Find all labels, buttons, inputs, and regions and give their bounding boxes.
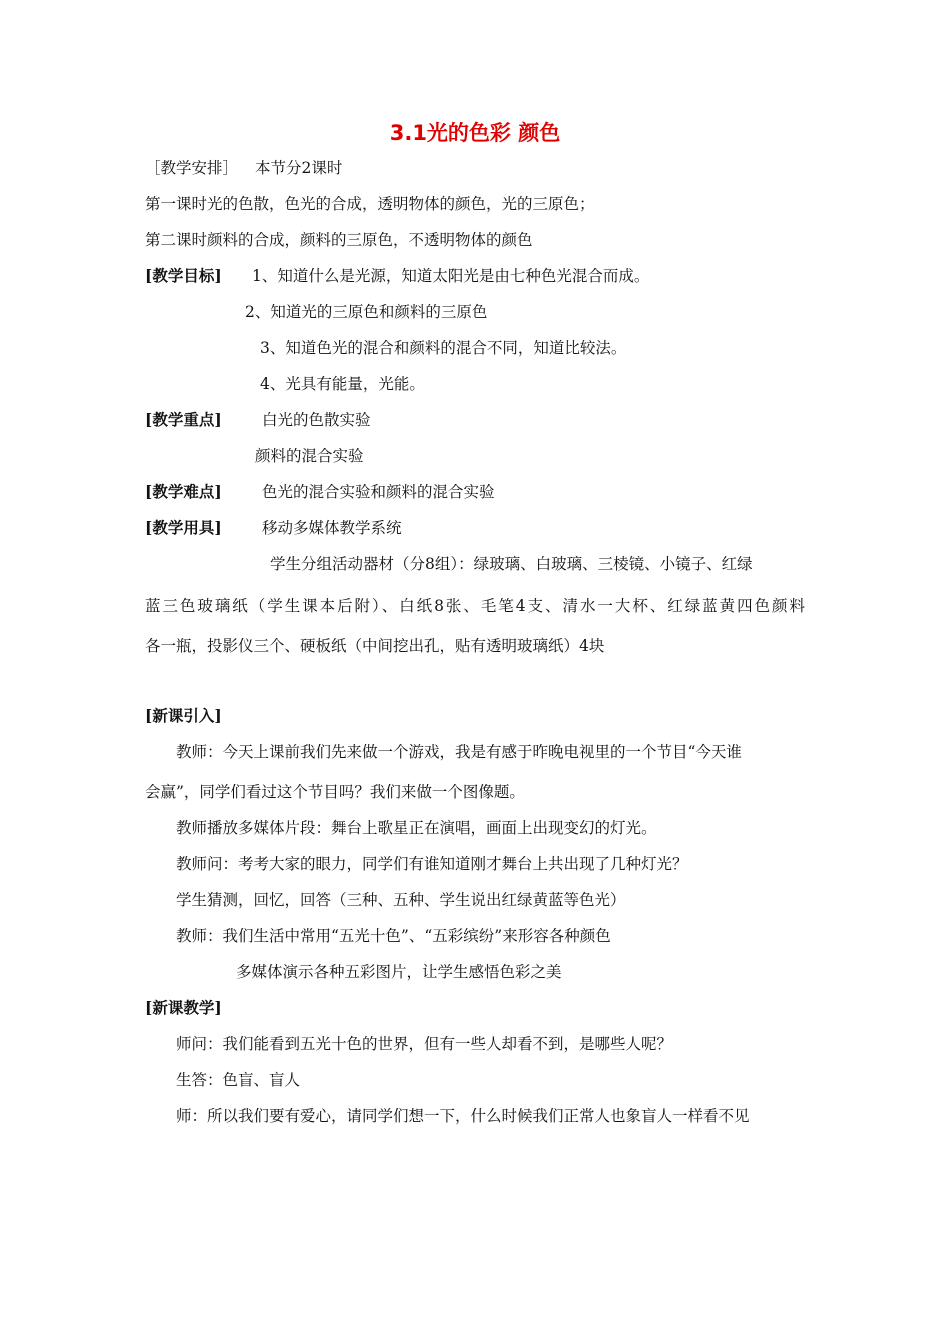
objectives-label: [教学目标] (145, 266, 222, 285)
intro-line: 多媒体演示各种五彩图片，让学生感悟色彩之美 (236, 963, 562, 981)
tools-detail-line: 蓝三色玻璃纸（学生课本后附）、白纸8张、毛笔4支、清水一大杯、红绿蓝黄四色颜料 (145, 597, 805, 615)
tools-detail-line: 各一瓶，投影仪三个、硬板纸（中间挖出孔，贴有透明玻璃纸）4块 (145, 637, 605, 655)
lesson-1-line: 第一课时光的色散，色光的合成，透明物体的颜色，光的三原色； (145, 195, 595, 213)
objective-item: 2、知道光的三原色和颜料的三原色 (245, 303, 488, 321)
teaching-line: 师问：我们能看到五光十色的世界，但有一些人却看不到，是哪些人呢？ (176, 1035, 673, 1053)
teaching-line: 师：所以我们要有爱心，请同学们想一下，什么时候我们正常人也象盲人一样看不见 (176, 1107, 750, 1125)
objective-item: 1、知道什么是光源，知道太阳光是由七种色光混合而成。 (252, 267, 650, 285)
intro-line: 教师：我们生活中常用“五光十色”、“五彩缤纷”来形容各种颜色 (176, 927, 611, 945)
document-title: 3.1光的色彩 颜色 (389, 121, 561, 145)
intro-line: 教师问：考考大家的眼力，同学们有谁知道刚才舞台上共出现了几种灯光？ (176, 855, 688, 873)
key-point-item: 白光的色散实验 (262, 411, 371, 429)
intro-line: 教师：今天上课前我们先来做一个游戏，我是有感于昨晚电视里的一个节目“今天谁 (176, 743, 742, 761)
intro-line: 会赢”，同学们看过这个节目吗？我们来做一个图像题。 (145, 783, 525, 801)
tools-value: 移动多媒体教学系统 (262, 519, 402, 537)
objective-item: 3、知道色光的混合和颜料的混合不同，知道比较法。 (260, 339, 627, 357)
lesson-2-line: 第二课时颜料的合成，颜料的三原色，不透明物体的颜色 (145, 231, 533, 249)
difficulties-value: 色光的混合实验和颜料的混合实验 (262, 483, 495, 501)
teaching-label: [新课教学] (145, 998, 222, 1017)
objective-item: 4、光具有能量，光能。 (260, 375, 425, 393)
intro-line: 学生猜测，回忆，回答（三种、五种、学生说出红绿黄蓝等色光） (176, 891, 626, 909)
intro-line: 教师播放多媒体片段：舞台上歌星正在演唱，画面上出现变幻的灯光。 (176, 819, 657, 837)
key-points-label: [教学重点] (145, 410, 222, 429)
arrangement-value: 本节分2课时 (255, 159, 343, 177)
tools-detail-line: 学生分组活动器材（分8组）：绿玻璃、白玻璃、三棱镜、小镜子、红绿 (270, 555, 753, 573)
intro-label: [新课引入] (145, 706, 222, 725)
tools-label: [教学用具] (145, 518, 222, 537)
difficulties-label: [教学难点] (145, 482, 222, 501)
teaching-line: 生答：色盲、盲人 (176, 1071, 301, 1089)
arrangement-label: ［教学安排］ (145, 159, 239, 177)
key-point-item: 颜料的混合实验 (255, 447, 364, 465)
